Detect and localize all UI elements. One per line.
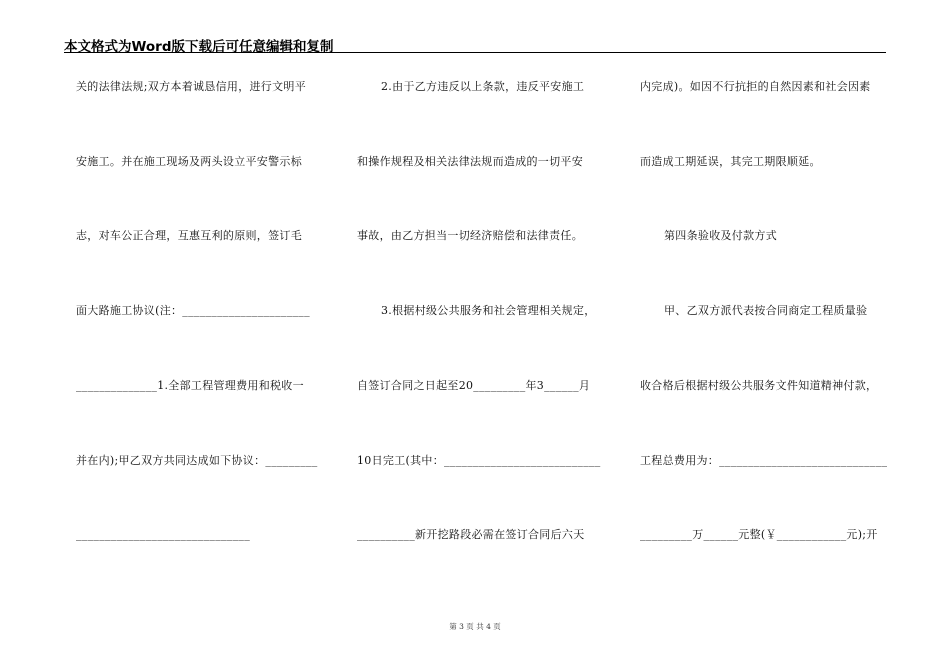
text-column-1 [76, 0, 326, 600]
text-line: 2.由于乙方违反以上条款，违反平安施工 [381, 80, 585, 93]
text-line: ______________1.全部工程管理费用和税收一 [76, 379, 304, 392]
text-column-2 [357, 0, 607, 600]
section-heading: 第四条验收及付款方式 [664, 229, 777, 242]
text-line: 志，对车公正合理，互惠互利的原则，签订毛 [76, 229, 302, 242]
text-line: 和操作规程及相关法律法规而造成的一切平安 [357, 155, 583, 168]
text-line: 而造成工期延误，其完工期限顺延。 [640, 155, 821, 168]
text-line: 内完成)。如因不行抗拒的自然因素和社会因素 [640, 80, 871, 93]
text-line: 面大路施工协议(注：______________________ [76, 304, 310, 317]
text-line: __________新开挖路段必需在签订合同后六天 [357, 528, 585, 541]
text-line: 事故，由乙方担当一切经济赔偿和法律责任。 [357, 229, 583, 242]
text-line: 收合格后根据村级公共服务文件知道精神付款， [640, 379, 878, 392]
text-column-3 [640, 0, 890, 600]
text-line: 关的法律法规;双方本着诚恳信用，进行文明平 [76, 80, 307, 93]
text-line: 3.根据村级公共服务和社会管理相关规定， [381, 304, 596, 317]
text-line: ______________________________ [76, 528, 250, 541]
text-line: 安施工。并在施工现场及两头设立平安警示标 [76, 155, 302, 168]
text-line: 工程总费用为：_____________________________ [640, 454, 888, 467]
document-title: 本文格式为Word版下载后可任意编辑和复制 [64, 39, 334, 55]
page-number: 第 3 页 共 4 页 [449, 622, 501, 631]
text-line: _________万______元整(￥____________元);开 [640, 528, 878, 541]
text-line: 甲、乙双方派代表按合同商定工程质量验 [664, 304, 868, 317]
text-line: 自签订合同之日起至20_________年3______月 [357, 379, 591, 392]
text-line: 并在内);甲乙双方共同达成如下协议：_________ [76, 454, 318, 467]
text-line: 10日完工(其中：___________________________ [357, 454, 601, 467]
